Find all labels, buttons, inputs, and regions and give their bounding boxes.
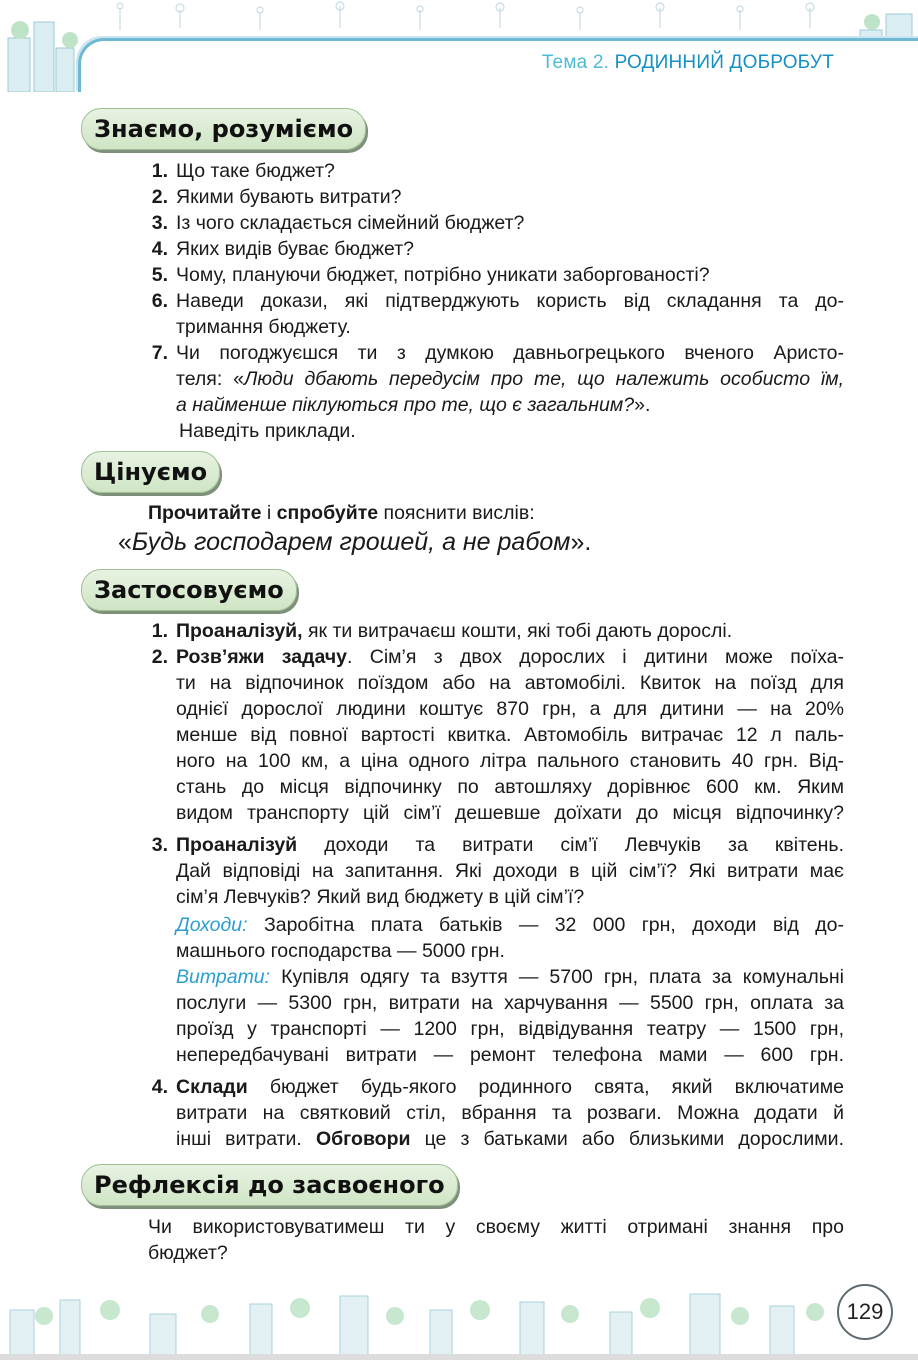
text-line: витрати на святковий стіл, вбрання та розваги. Можна додати й [176, 1102, 844, 1124]
bold-word: Проаналізуй [176, 834, 298, 856]
list-item [176, 644, 844, 826]
bold-word: спробуйте [276, 502, 379, 524]
list-item: Що таке бюджет? [176, 160, 335, 182]
list-number: 3. [151, 212, 168, 234]
text-line: машнього господарства — 5000 грн. [176, 940, 505, 962]
list-item [176, 1074, 844, 1152]
text-line [176, 1126, 844, 1152]
bold-word: Обговори [315, 1128, 411, 1150]
text-run: це з батьками або близькими дорослими. [410, 1128, 844, 1150]
text-run: Купівля одягу та взуття — 5700 грн, плата за комунальні [270, 966, 844, 988]
bold-word: Проаналізуй, [176, 620, 303, 642]
text-run: і [261, 502, 277, 524]
bold-word: Прочитайте [148, 502, 262, 524]
text-line: послуги — 5300 грн, витрати на харчування — 5500 грн, оплата за [176, 992, 844, 1014]
top-decoration [0, 0, 918, 92]
reflect-question [148, 1214, 844, 1266]
bottom-decoration [0, 1270, 918, 1360]
income-block [176, 912, 844, 964]
text-line: сім’я Левчуків? Який вид бюджету в цій сім’ї? [176, 886, 585, 908]
bold-word: Склади [176, 1076, 248, 1098]
text-line: ного на 100 км, а ціна одного літра пального становить 40 грн. Від- [176, 750, 844, 772]
list-number: 1. [151, 160, 168, 182]
text-line: Наведи докази, які підтверджують користь від складання та до- [176, 290, 844, 312]
text-line: непередбачувані витрати — ремонт телефона мами — 600 грн. [176, 1044, 844, 1066]
text-run: . Сім’я з двох дорослих і дитини може поїха- [346, 646, 844, 668]
text-run: пояснити вислів: [378, 502, 535, 524]
text-line: менше від повної вартості квитка. Автомобіль витрачає 12 л паль- [176, 724, 844, 746]
list-item: Чому, плануючи бюджет, потрібно уникати заборгованості? [176, 264, 710, 286]
city-skyline-illustration [0, 1270, 918, 1360]
section-title-value: Цінуємо [81, 451, 220, 493]
text-run: ». [634, 394, 651, 416]
header-topic: РОДИННИЙ ДОБРОБУТ [614, 52, 834, 73]
text-run: ». [570, 528, 592, 556]
expense-block [176, 964, 844, 1068]
list-number: 3. [151, 834, 168, 856]
proverb-quote [118, 527, 591, 557]
list-item [176, 288, 844, 340]
list-number: 5. [151, 264, 168, 286]
text-line [176, 964, 844, 990]
expense-label: Витрати: [176, 966, 271, 988]
text-run: теля: « [176, 368, 244, 390]
list-number: 2. [151, 646, 168, 668]
text-line: ти на відпочинок поїздом або на автомобілі. Квиток на поїзд для [176, 672, 844, 694]
income-label: Доходи: [176, 914, 248, 936]
text-line: бюджет? [148, 1242, 228, 1264]
running-header [542, 52, 834, 74]
list-item [176, 340, 844, 444]
text-line [176, 1074, 844, 1100]
text-run: інші витрати. [176, 1128, 316, 1150]
list-number: 6. [151, 290, 168, 312]
text-line: однієї дорослої людини коштує 870 грн, а для дитини — на 20% [176, 698, 844, 720]
text-line: Наведіть приклади. [179, 420, 356, 442]
text-line [176, 392, 844, 418]
bold-word: Розв’яжи задачу [176, 646, 347, 668]
section-title-reflect: Рефлексія до засвоєного [81, 1164, 458, 1206]
list-number: 2. [151, 186, 168, 208]
text-line [176, 912, 844, 938]
list-item [176, 618, 732, 644]
text-line [176, 366, 844, 392]
section-title-know: Знаємо, розуміємо [81, 108, 366, 150]
text-line [176, 832, 844, 858]
text-line: Чи використовуватимеш ти у своєму житті отримані знання про [148, 1216, 844, 1238]
quote-text: а найменше піклуються про те, що є загальним? [176, 394, 635, 416]
text-line: проїзд у транспорті — 1200 грн, відвідування театру — 1500 грн, [176, 1018, 844, 1040]
text-run: Заробітна плата батьків — 32 000 грн, доходи від до- [247, 914, 844, 936]
text-line: видом транспорту цій сім’ї дешевше доїхати до місця відпочинку? [176, 802, 844, 824]
text-run: доходи та витрати сім’ї Левчуків за квітень. [297, 834, 844, 856]
text-line: тримання бюджету. [176, 316, 351, 338]
list-number: 7. [151, 342, 168, 364]
list-item: Яких видів буває бюджет? [176, 238, 415, 260]
list-number: 4. [151, 1076, 168, 1098]
header-theme: Тема 2. [541, 52, 610, 73]
quote-text: Будь господарем грошей, а не рабом [131, 528, 571, 556]
list-number: 4. [151, 238, 168, 260]
text-line: Дай відповіді на запитання. Які доходи в цій сім’ї? Які витрати має [176, 860, 844, 882]
list-item [176, 832, 844, 910]
text-run: « [118, 528, 132, 556]
list-item: Із чого складається сімейний бюджет? [176, 212, 525, 234]
text-run: як ти витрачаєш кошти, які тобі дають дорослі. [302, 620, 733, 642]
value-instruction [148, 500, 535, 526]
text-line [176, 644, 844, 670]
text-line: Чи погоджуєшся ти з думкою давньогрецького вченого Аристо- [176, 342, 844, 364]
text-run: бюджет будь-якого родинного свята, який включатиме [247, 1076, 844, 1098]
section-title-apply: Застосовуємо [81, 569, 297, 611]
text-line: стань до місця відпочинку по автошляху дорівнює 600 км. Яким [176, 776, 844, 798]
list-number: 1. [151, 620, 168, 642]
page-number: 129 [837, 1284, 893, 1340]
list-item: Якими бувають витрати? [176, 186, 402, 208]
quote-text: Люди дбають передусім про те, що належить особисто їм, [243, 368, 844, 390]
